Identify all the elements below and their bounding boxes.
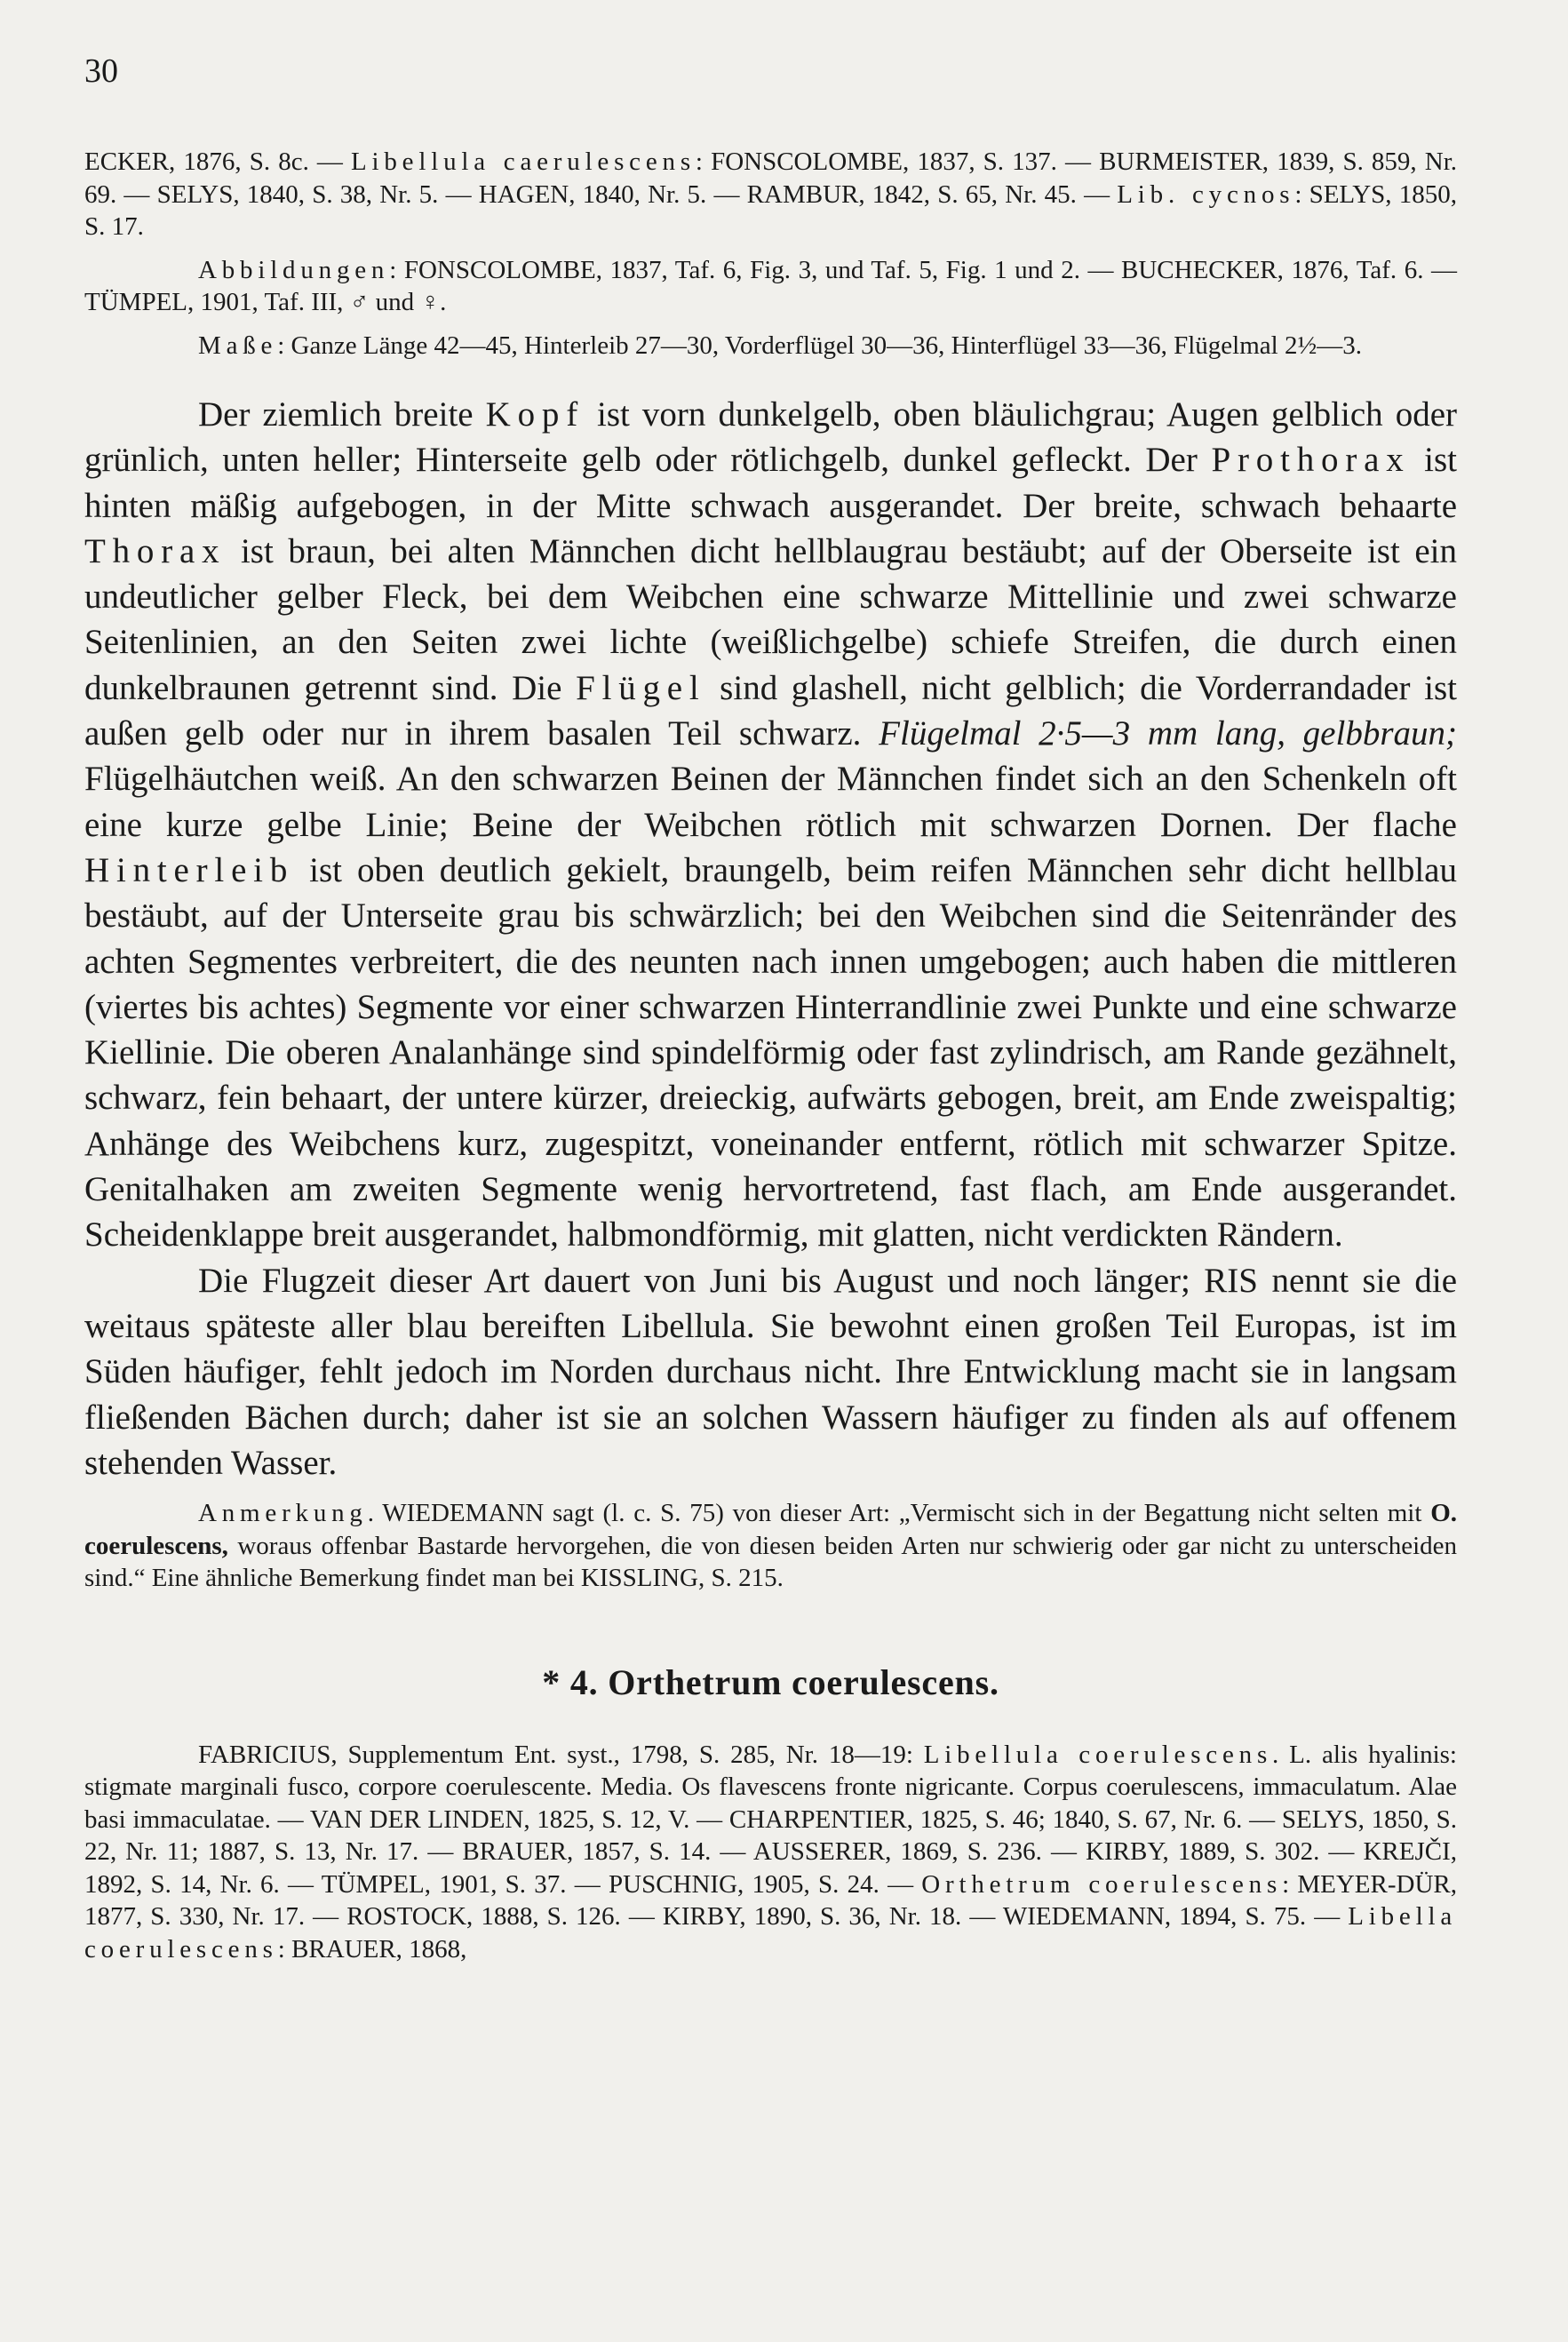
ref-text: : FONSCOLOMBE, 1837, S. 137. — BURMEISTER, 1839, S. 859, Nr. 69. — SELYS, 1840, S. 38, Nr. 5. — HAGEN, 1840, Nr. 5. — RAMBUR, 1842, S. 65, Nr. 45. — [84,147,1457,209]
ref-text: : MEYER-DÜR, 1877, S. 330, Nr. 17. — ROSTOCK, 1888, S. 126. — KIRBY, 1890, S. 36, Nr. 18. — WIEDEMANN, 1894, S. 75. — [84,1869,1457,1932]
description-paragraph [84,392,1457,1258]
book-page [84,52,1457,1965]
illustrations-text: : FONSCOLOMBE, 1837, Taf. 6, Fig. 3, und Taf. 5, Fig. 1 und 2. — BUCHECKER, 1876, Taf. 6. — TÜMPEL, 1901, Taf. III, ♂ und ♀. [84,255,1457,316]
synonym-name: Libellula coerulescens [923,1740,1273,1769]
desc-text: sind glashell, nicht gelblich; die Vorderrandader ist außen gelb oder nur in ihrem basalen Teil schwarz. [84,668,1458,753]
ref-text: . L. alis hyalinis: stigmate marginali fusco, corpore coerulescente. Media. Os flavescens fronte nigricante. Corpus coerulescens, immaculatum. Alae basi immaculatae. — VAN DER LINDEN, 1825, S. 12, V. — CHARPENTIER, 1825, S. 46; 1840, S. 67, Nr. 6. — SELYS, 1850, S. 22, Nr. 11; 1887, S. 13, Nr. 17. — BRAUER, 1857, S. 14. — AUSSERER, 1869, S. 236. — KIRBY, 1889, S. 302. — KREJČI, 1892, S. 14, Nr. 6. — TÜMPEL, 1901, S. 37. — PUSCHNIG, 1905, S. 24. — [84,1740,1457,1899]
desc-text: ist hinten mäßig aufgebogen, in der Mitte schwach ausgerandet. Der breite, schwach behaarte [84,441,1457,525]
term-fluegelmal: Flügelmal 2·5—3 mm lang, gelbbraun; [879,714,1457,753]
term-thorax: Thorax [84,531,227,570]
term-kopf: Kopf [485,395,585,434]
remark-text: . WIEDEMANN sagt (l. c. S. 75) von dieser Art: „Vermischt sich in der Begattung nicht selten mit [367,1499,1431,1528]
illustrations-label: Abbildungen [198,255,390,284]
desc-text: ist vorn dunkelgelb, oben bläulichgrau; Augen gelblich oder grünlich, unten heller; Hinterseite gelb oder rötlichgelb, dunkel gefleckt. Der [84,395,1457,480]
ref-text: FABRICIUS, Supplementum Ent. syst., 1798, S. 285, Nr. 18—19: [198,1740,924,1769]
synonym-name: Libella coerulescens [84,1902,1457,1964]
ref-text: : BRAUER, 1868, [277,1934,467,1964]
measurements-text: : Ganze Länge 42—45, Hinterleib 27—30, Vorderflügel 30—36, Hinterflügel 33—36, Flügelmal 2½—3. [277,331,1362,360]
desc-text: ist oben deutlich gekielt, braungelb, beim reifen Männchen sehr dicht hellblau bestäubt, auf der Unterseite grau bis schwärzlich; bei den Weibchen sind die Seitenränder des achten Segmentes verbreitert, die des neunten nach innen umgebogen; auch haben die mittleren (viertes bis achtes) Segmente vor einer schwarzen Hinterrandlinie zwei Punkte und eine schwarze Kiellinie. Die oberen Analanhänge sind spindelförmig oder fast zylindrisch, am Rande gezähnelt, schwarz, fein behaart, der untere kürzer, dreieckig, aufwärts gebogen, breit, am Ende zweispaltig; Anhänge des Weibchens kurz, zugespitzt, voneinander entfernt, rötlich mit schwarzer Spitze. Genitalhaken am zweiten Segmente wenig hervortretend, fast flach, am Ende ausgerandet. Scheidenklappe breit ausgerandet, halbmondförmig, mit glatten, nicht verdickten Rändern. [84,850,1457,1255]
references-first-species [84,146,1457,243]
desc-text: ist braun, bei alten Männchen dicht hellblaugrau bestäubt; auf der Oberseite ist ein undeutlicher gelber Fleck, bei dem Weibchen eine schwarze Mittellinie und zwei schwarze Seitenlinien, an den Seiten zwei lichte (weißlichgelbe) schiefe Streifen, die durch einen dunkelbraunen getrennt sind. Die [84,531,1457,707]
illustrations-paragraph [84,254,1457,319]
references-second-species [84,1739,1457,1966]
term-hinterleib: Hinterleib [84,850,295,889]
desc-text: Der ziemlich breite [198,395,486,434]
term-fluegel: Flügel [576,668,706,707]
measurements-label: Maße [198,331,278,360]
remark-label: Anmerkung [198,1499,368,1528]
synonym-name: Libellula caerulescens [351,147,696,176]
flight-time-paragraph: Die Flugzeit dieser Art dauert von Juni bis August und noch länger; RIS nennt sie die weitaus späteste aller blau bereiften Libellula. Sie bewohnt einen großen Teil Europas, ist im Süden häufiger, fehlt jedoch im Norden durchaus nicht. Ihre Entwicklung macht sie in langsam fließenden Bächen durch; daher ist sie an solchen Wassern häufiger zu finden als auf offenem stehenden Wasser. [84,1261,1457,1482]
remark-text: woraus offenbar Bastarde hervorgehen, die von diesen beiden Arten nur schwierig oder gar nicht zu unterscheiden sind.“ Eine ähnliche Bemerkung findet man bei KISSLING, S. 215. [84,1531,1457,1593]
measurements-paragraph [84,330,1457,362]
term-prothorax: Prothorax [1211,441,1411,480]
synonym-name: Orthetrum coerulescens [921,1869,1283,1899]
remark-species: O. coerulescens, [84,1499,1457,1560]
synonym-name: Lib. cycnos [1117,179,1295,209]
desc-text: Flügelhäutchen weiß. An den schwarzen Beinen der Männchen findet sich an den Schenkeln oft eine kurze gelbe Linie; Beine der Weibchen rötlich mit schwarzen Dornen. Der flache [84,760,1457,844]
remark-paragraph [84,1497,1457,1595]
ref-text: : SELYS, 1850, S. 17. [84,179,1457,241]
species-heading: * 4. Orthetrum coerulescens. [542,1661,999,1702]
ref-text: ECKER, 1876, S. 8c. — [84,147,352,176]
page-number: 30 [84,52,118,90]
